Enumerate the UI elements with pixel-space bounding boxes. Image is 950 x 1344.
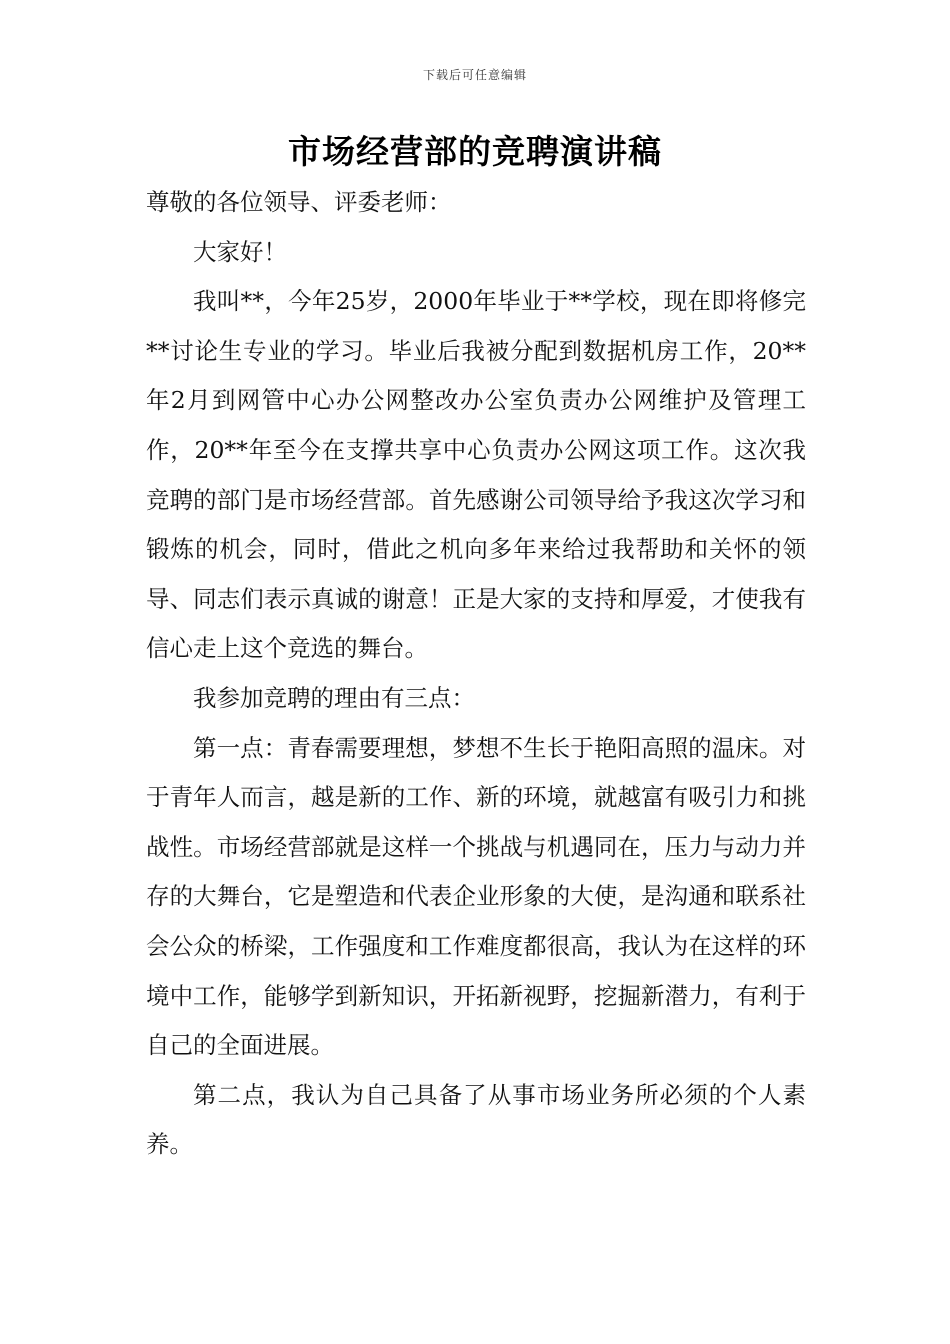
paragraph-reasons-intro: 我参加竞聘的理由有三点：: [193, 683, 475, 712]
paragraph-reason-one: 第一点：青春需要理想，梦想不生长于艳阳高照的温床。对于青年人而言，越是新的工作、新的环境，就越富有吸引力和挑战性。市场经营部就是这样一个挑战与机遇同在，压力与动力并存的大舞台，它是塑造和代表企业形象的大使，是沟通和联系社会公众的桥梁，工作强度和工作难度都很高，我认为在这样的环境中工作，能够学到新知识，开拓新视野，挖掘新潜力，有利于自己的全面进展。: [146, 733, 806, 1060]
document-title: 市场经营部的竞聘演讲稿: [288, 132, 662, 171]
paragraph-introduction: 我叫**，今年25岁，2000年毕业于**学校，现在即将修完**讨论生专业的学习。毕业后我被分配到数据机房工作，20**年2月到网管中心办公网整改办公室负责办公网维护及管理工作，20**年至今在支撑共享中心负责办公网这项工作。这次我竞聘的部门是市场经营部。首先感谢公司领导给予我这次学习和锻炼的机会，同时，借此之机向多年来给过我帮助和关怀的领导、同志们表示真诚的谢意！正是大家的支持和厚爱，才使我有信心走上这个竞选的舞台。: [146, 287, 806, 663]
paragraph-greeting: 大家好！: [193, 237, 287, 266]
header-note: 下载后可任意编辑: [422, 68, 527, 82]
paragraph-reason-two: 第二点，我认为自己具备了从事市场业务所必须的个人素养。: [146, 1080, 806, 1159]
salutation: 尊敬的各位领导、评委老师：: [146, 188, 452, 216]
document-body: [146, 178, 806, 1170]
